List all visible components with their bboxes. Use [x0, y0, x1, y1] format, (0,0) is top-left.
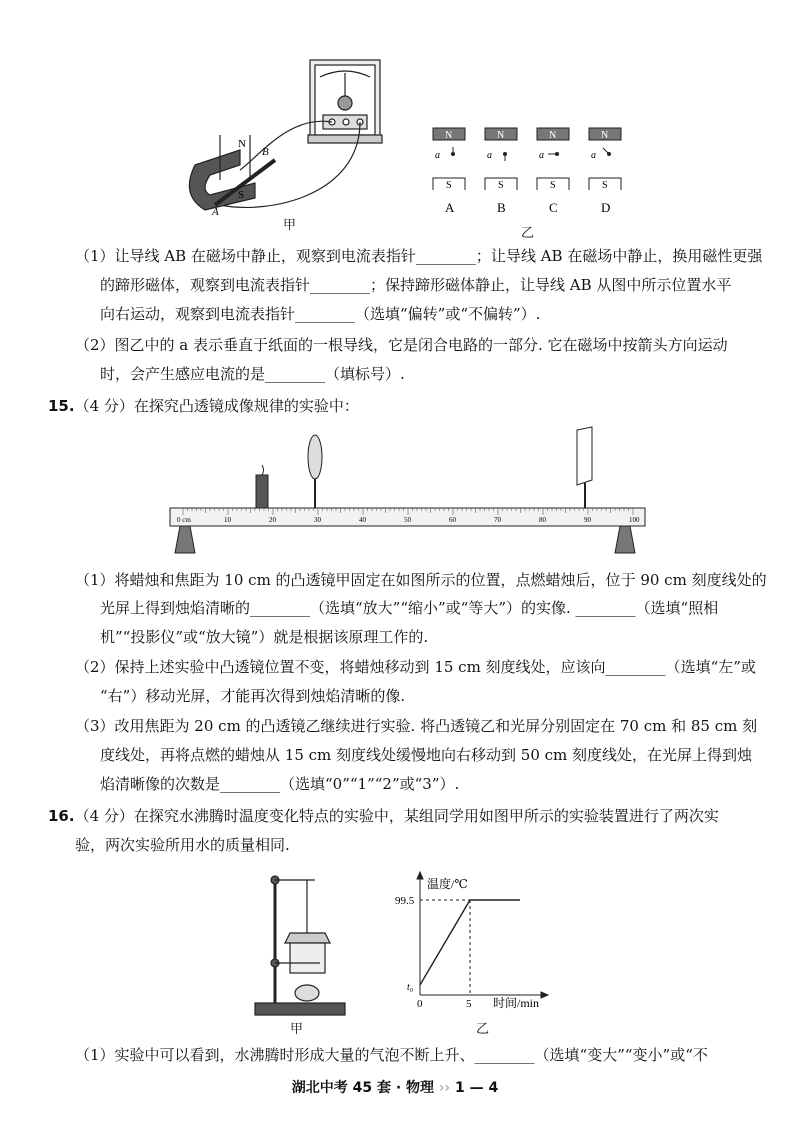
figure-14-right [425, 120, 635, 220]
figure-16-left-apparatus [245, 858, 360, 1023]
bench-tick-label: 40 [359, 516, 366, 524]
q15-part2-line1: （2）保持上述实验中凸透镜位置不变，将蜡烛移动到 15 cm 刻度线处，应该向________（选填“左”或 [75, 658, 756, 676]
pole-n-label: N [497, 130, 505, 141]
figure-16-right-graph [395, 870, 565, 1010]
bench-tick-label: 100 [629, 516, 640, 524]
pole-s-label: S [550, 180, 556, 191]
q14-part1-line3: 向右运动，观察到电流表指针________（选填“偏转”或“不偏转”）. [100, 305, 541, 323]
graph-y0: t₀ [407, 982, 414, 993]
option-label: D [601, 200, 611, 215]
q14-part2-line1: （2）图乙中的 a 表示垂直于纸面的一根导线，它是闭合电路的一部分. 它在磁场中按箭头方向运动 [75, 336, 728, 354]
pole-n-label: N [549, 130, 557, 141]
graph-ylabel: 温度/℃ [427, 877, 468, 891]
figure-14-left [180, 55, 400, 235]
pole-n-label: N [445, 130, 453, 141]
footer-title: 湖北中考 45 套 · 物理 [291, 1080, 435, 1096]
pole-s-label: S [602, 180, 608, 191]
label-n: N [238, 138, 246, 150]
candle-icon [256, 465, 268, 508]
motion-arrow-icon [603, 148, 609, 154]
graph-x-value: 5 [466, 998, 472, 1010]
light-screen-icon [577, 427, 592, 508]
magnet-option-c [537, 128, 569, 215]
label-b: B [262, 146, 269, 158]
footer-separator: ›› [438, 1080, 451, 1096]
q15-part3-line2: 度线处，再将点燃的蜡烛从 15 cm 刻度线处缓慢地向右移动到 50 cm 刻度线处，在光屏上得到烛 [100, 746, 753, 764]
bench-tick-label: 30 [314, 516, 321, 524]
galvanometer-icon [308, 60, 382, 143]
pole-s-label: S [446, 180, 452, 191]
page-footer [0, 1077, 790, 1097]
graph-x0: 0 [417, 998, 423, 1010]
wire-a-label: a [487, 150, 492, 161]
bench-tick-label: 60 [449, 516, 456, 524]
graph-xlabel: 时间/min [493, 996, 540, 1010]
pole-s-label: S [498, 180, 504, 191]
bench-tick-label: 90 [584, 516, 591, 524]
figure-16-right-caption: 乙 [476, 1022, 490, 1037]
wire-a-label: a [539, 150, 544, 161]
q16-stem-line1 [48, 806, 719, 826]
option-label: B [497, 200, 506, 215]
q15-part1-line3: 机”“投影仪”或“放大镜”）就是根据该原理工作的. [100, 628, 429, 646]
magnet-option-a [433, 128, 465, 215]
pole-n-label: N [601, 130, 609, 141]
option-label: A [445, 200, 455, 215]
q15-stem-text: （4 分）在探究凸透镜成像规律的实验中： [74, 397, 359, 415]
q14-part1-line1: （1）让导线 AB 在磁场中静止，观察到电流表指针________；让导线 AB 在磁场中静止，换用磁性更强 [75, 247, 763, 265]
figure-14-right-caption: 乙 [521, 226, 535, 241]
q16-part1-line1: （1）实验中可以看到，水沸腾时形成大量的气泡不断上升、________（选填“变大”“变小”或“不 [75, 1046, 708, 1064]
q15-part3-line3: 焰清晰像的次数是________（选填“0”“1”“2”或“3”）. [100, 775, 460, 793]
bench-tick-label: 50 [404, 516, 411, 524]
wire-a-label: a [435, 150, 440, 161]
q15-stem [48, 396, 359, 416]
q15-part1-line2: 光屏上得到烛焰清晰的________（选填“放大”“缩小”或“等大”）的实像. ________（选填“照相 [100, 599, 719, 617]
option-label: C [549, 200, 558, 215]
footer-page-number: 1 — 4 [455, 1080, 499, 1096]
graph-y-value: 99.5 [395, 895, 415, 907]
bench-tick-label: 20 [269, 516, 276, 524]
figure-14-left-caption: 甲 [283, 218, 297, 233]
q15-part2-line2: “右”）移动光屏，才能再次得到烛焰清晰的像. [100, 687, 406, 705]
q16-stem-line2: 验，两次实验所用水的质量相同. [75, 836, 290, 854]
label-a: A [212, 206, 219, 218]
q14-part1-line2: 的蹄形磁体，观察到电流表指针________；保持蹄形磁体静止，让导线 AB 从图中所示位置水平 [100, 276, 732, 294]
magnet-option-b [485, 128, 517, 215]
bench-tick-label: 10 [224, 516, 231, 524]
q16-number: 16. [48, 807, 75, 825]
bench-unit-label: 0 cm [177, 516, 191, 524]
wire-a-label: a [591, 150, 596, 161]
q15-part3-line1: （3）改用焦距为 20 cm 的凸透镜乙继续进行实验. 将凸透镜乙和光屏分别固定在 70 cm 和 85 cm 刻 [75, 717, 758, 735]
figure-16-left-caption: 甲 [290, 1022, 304, 1037]
q15-part1-line1: （1）将蜡烛和焦距为 10 cm 的凸透镜甲固定在如图所示的位置，点燃蜡烛后，位于 90 cm 刻度线处的 [75, 571, 767, 589]
bench-tick-label: 80 [539, 516, 546, 524]
q16-stem-text: （4 分）在探究水沸腾时温度变化特点的实验中，某组同学用如图甲所示的实验装置进行了两次实 [74, 807, 719, 825]
q15-number: 15. [48, 397, 75, 415]
figure-15-optical-bench [165, 425, 655, 560]
magnet-option-d [589, 128, 621, 215]
bench-tick-label: 70 [494, 516, 501, 524]
convex-lens-icon [308, 435, 322, 508]
label-s: S [238, 189, 245, 201]
q14-part2-line2: 时，会产生感应电流的是________（填标号）. [100, 365, 405, 383]
